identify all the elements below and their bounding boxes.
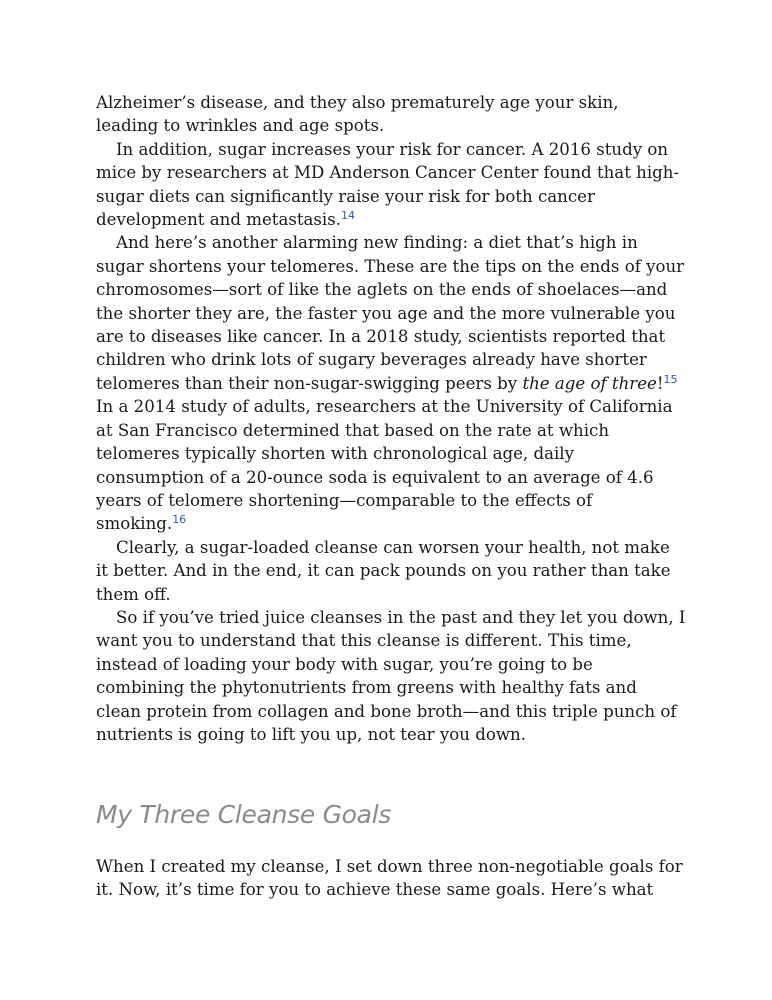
paragraph-text: ! <box>656 373 664 393</box>
footnote-marker[interactable]: 14 <box>341 209 356 223</box>
paragraph-text: In a 2014 study of adults, researchers at the University of California at San Francisco determined that based on the rate at which telomeres typically shorten with chronological age, daily consumption of a 20-ounce soda is equivalent to an average of 4.6 years of telomere shortening—comparable to the effects of smoking. <box>96 397 673 534</box>
paragraph-continuation <box>96 91 686 138</box>
paragraph-text: Clearly, a sugar-loaded cleanse can worsen your health, not make it better. And in the end, it can pack pounds on you rather than take them off. <box>96 537 671 604</box>
body-text-block <box>96 91 686 746</box>
paragraph-text: Alzheimer’s disease, and they also prematurely age your skin, leading to wrinkles and age spots. <box>96 93 619 136</box>
paragraph-clearly <box>96 536 686 606</box>
emphasis-text: the age of three <box>522 373 657 393</box>
paragraph-text: So if you’ve tried juice cleanses in the past and they let you down, I want you to understand that this cleanse is different. This time, instead of loading your body with sugar, you’re going to be combining the phytonutrients from greens with healthy fats and clean protein from collagen and bone broth—and this triple punch of nutrients is going to lift you up, not tear you down. <box>96 607 686 744</box>
paragraph-text: In addition, sugar increases your risk for cancer. A 2016 study on mice by researchers at MD Anderson Cancer Center found that high-sugar diets can significantly raise your risk for both cancer development and metastasis. <box>96 139 680 230</box>
section-body-block <box>96 855 686 902</box>
paragraph-cancer <box>96 138 686 232</box>
footnote-marker[interactable]: 15 <box>663 372 678 386</box>
section-heading: My Three Cleanse Goals <box>96 800 392 829</box>
paragraph-different-cleanse <box>96 606 686 746</box>
paragraph-telomeres <box>96 231 686 535</box>
paragraph-text: And here’s another alarming new finding: a diet that’s high in sugar shortens your telomeres. These are the tips on the ends of your chromosomes—sort of like the aglets on the ends of shoelaces—and the shorter they are, the faster you age and the more vulnerable you are to diseases like cancer. In a 2018 study, scientists reported that children who drink lots of sugary beverages already have shorter telomeres than their non-sugar-swigging peers by <box>96 233 685 393</box>
paragraph-goals-intro: When I created my cleanse, I set down three non-negotiable goals for it. Now, it’s time for you to achieve these same goals. Here’s what <box>96 857 683 900</box>
footnote-marker[interactable]: 16 <box>172 513 187 527</box>
